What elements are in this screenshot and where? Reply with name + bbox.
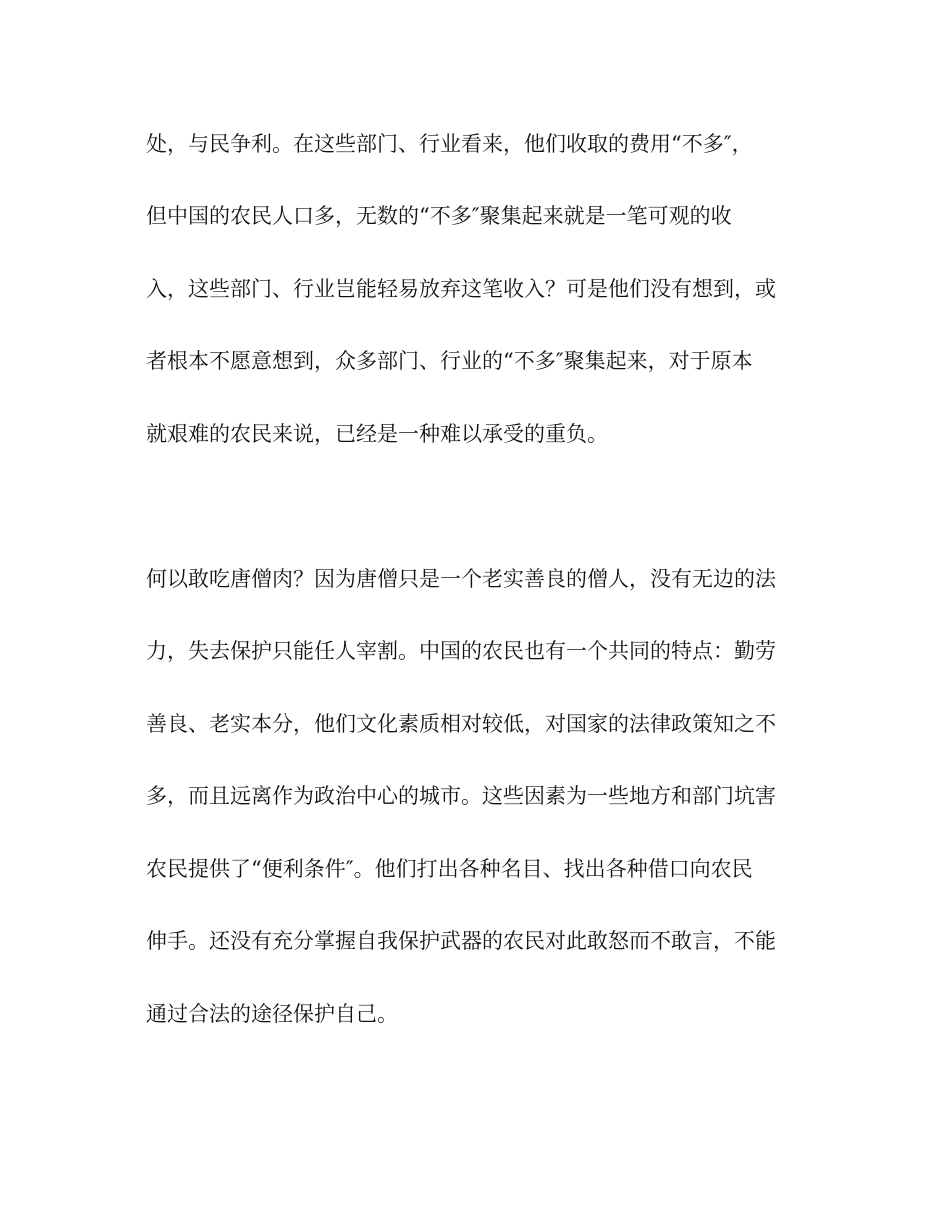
paragraph-line: 通过合法的途径保护自己。 [146,1002,398,1026]
paragraph-line: 就艰难的农民来说，已经是一种难以承受的重负。 [146,422,608,446]
paragraph-line: 但中国的农民人口多，无数的“不多″聚集起来就是一笔可观的收 [146,204,732,228]
paragraph-line: 者根本不愿意想到，众多部门、行业的“不多″聚集起来，对于原本 [146,349,753,373]
paragraph-line: 伸手。还没有充分掌握自我保护武器的农民对此敢怒而不敢言，不能 [146,929,776,953]
paragraph-line: 处，与民争利。在这些部门、行业看来，他们收取的费用“不多″， [146,132,753,156]
paragraph-line: 多，而且远离作为政治中心的城市。这些因素为一些地方和部门坑害 [146,784,776,808]
paragraph-line: 善良、老实本分，他们文化素质相对较低，对国家的法律政策知之不 [146,712,776,736]
paragraph-line: 何以敢吃唐僧肉？因为唐僧只是一个老实善良的僧人，没有无边的法 [146,567,776,591]
paragraph-line: 力，失去保护只能任人宰割。中国的农民也有一个共同的特点：勤劳 [146,639,776,663]
paragraph-line: 入，这些部门、行业岂能轻易放弃这笔收入？可是他们没有想到，或 [146,277,776,301]
paragraph-line: 农民提供了“便利条件″。他们打出各种名目、找出各种借口向农民 [146,857,753,881]
